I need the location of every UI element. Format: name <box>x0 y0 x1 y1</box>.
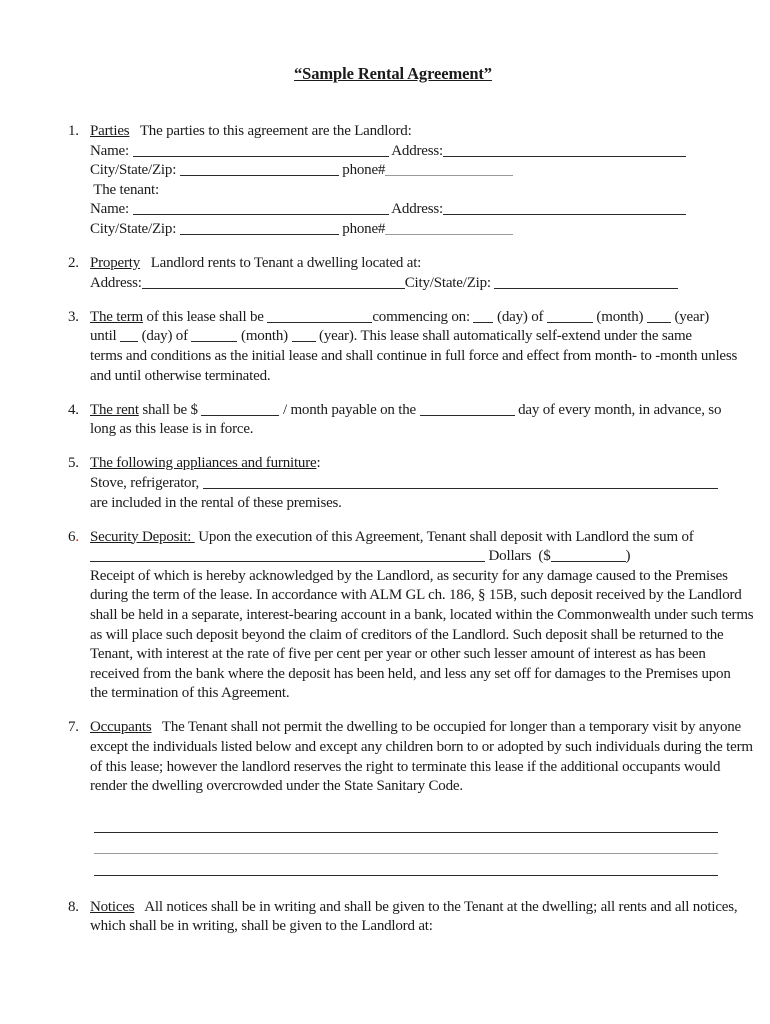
form-line <box>90 494 718 514</box>
form-line <box>90 626 724 646</box>
item-number: 1. <box>68 123 79 139</box>
blank-field[interactable] <box>120 339 138 342</box>
line-text: are included in the rental of these premises. <box>90 494 342 511</box>
form-line <box>90 347 738 367</box>
form-line <box>90 547 718 567</box>
line-text: render the dwelling overcrowded under the State Sanitary Code. <box>90 778 463 795</box>
line-text: Name: <box>90 142 133 159</box>
blank-field[interactable] <box>443 154 686 157</box>
agreement-item-appliances <box>68 454 718 513</box>
line-text: (day) of <box>138 328 192 345</box>
form-line <box>90 528 718 548</box>
blank-field[interactable] <box>180 232 339 235</box>
form-line <box>90 718 742 738</box>
item-number: 5. <box>68 455 79 472</box>
item-content <box>90 718 753 796</box>
line-text: City/State/Zip: <box>90 220 180 237</box>
item-number: 4. <box>68 401 79 418</box>
form-line <box>90 420 718 440</box>
item-number: 7. <box>68 719 79 736</box>
form-line <box>90 181 718 201</box>
blank-field[interactable] <box>142 286 405 289</box>
item-content <box>90 528 754 704</box>
form-line <box>90 274 718 294</box>
line-text: until <box>90 328 121 345</box>
line-text: The tenant: <box>90 181 159 198</box>
line-text: Address: <box>388 142 443 159</box>
line-text: : <box>316 455 321 472</box>
form-line <box>90 474 718 494</box>
line-text: Upon the execution of this Agreement, Tenant shall deposit with Landlord the sum of <box>194 528 694 545</box>
blank-field[interactable] <box>473 320 493 323</box>
form-line <box>90 586 742 606</box>
agreement-item-security-deposit <box>68 528 754 704</box>
form-line <box>90 122 718 142</box>
line-text: shall be $ <box>138 401 202 418</box>
blank-field[interactable] <box>267 320 372 323</box>
line-text: shall be held in a separate, interest-bearing account in a bank, located within the Commonwealth under such terms <box>90 606 754 623</box>
page-title: “Sample Rental Agreement” <box>294 64 492 83</box>
line-text: The Tenant shall not permit the dwelling to be occupied for longer than a temporary visit by anyone <box>151 719 742 736</box>
occupants-blank-lines <box>94 811 718 876</box>
blank-field[interactable] <box>494 286 678 289</box>
line-text: commencing on: <box>372 308 474 325</box>
line-text: day of every month, in advance, so <box>514 401 722 418</box>
form-line <box>90 308 718 328</box>
item-content <box>90 122 718 240</box>
line-text: Landlord rents to Tenant a dwelling located at: <box>140 255 422 272</box>
blank-field[interactable] <box>180 173 339 176</box>
line-text: of this lease; however the landlord reserves the right to terminate this lease if the additional occupants would <box>90 758 721 775</box>
line-text: City/State/Zip: <box>404 274 495 291</box>
blank-write-line[interactable] <box>94 811 718 833</box>
section-heading: The rent <box>90 401 139 418</box>
line-text: (day) of <box>493 308 547 325</box>
line-text: Name: <box>90 201 133 218</box>
form-line <box>90 567 728 587</box>
line-text: / month payable on the <box>279 401 420 418</box>
document-body <box>68 122 754 937</box>
section-heading: Occupants <box>90 719 152 736</box>
blank-field[interactable] <box>201 413 279 416</box>
form-line <box>90 758 721 778</box>
blank-write-line[interactable] <box>94 854 718 876</box>
form-line <box>90 200 718 220</box>
form-line <box>90 606 754 626</box>
blank-field[interactable] <box>191 339 237 342</box>
section-heading: Parties <box>90 123 130 139</box>
agreement-item-occupants <box>68 718 753 796</box>
blank-field[interactable] <box>90 559 485 562</box>
section-heading: Property <box>90 255 141 272</box>
form-line <box>90 367 718 387</box>
line-text: during the term of the lease. In accordance with ALM GL ch. 186, § 15B, such deposit received by the Landlord <box>90 587 742 604</box>
section-heading: Security Deposit: <box>90 528 195 545</box>
blank-field[interactable] <box>133 212 389 215</box>
line-text: except the individuals listed below and except any children born to or adopted by such individuals during the term <box>90 739 753 756</box>
line-text: as will place such deposit beyond the claim of creditors of the Landlord. Such deposit shall be returned to the <box>90 626 724 643</box>
line-text: Dollars ($ <box>485 548 551 565</box>
blank-field[interactable] <box>547 320 593 323</box>
agreement-item-rent <box>68 401 722 440</box>
item-number: 2. <box>68 255 79 272</box>
form-line <box>90 738 753 758</box>
form-line <box>90 142 718 162</box>
line-text: (month) <box>237 328 292 345</box>
blank-field[interactable] <box>385 173 513 176</box>
line-text: phone# <box>338 162 386 179</box>
line-text: long as this lease is in force. <box>90 421 254 438</box>
line-text: Stove, refrigerator, <box>90 474 203 491</box>
line-text: of this lease shall be <box>142 308 268 325</box>
item-content <box>90 454 718 513</box>
line-text: City/State/Zip: <box>90 162 180 179</box>
line-text: and until otherwise terminated. <box>90 367 271 384</box>
blank-field[interactable] <box>385 232 513 235</box>
agreement-item-parties <box>68 122 718 240</box>
line-text: (year). This lease shall automatically self-extend under the same <box>315 328 692 345</box>
blank-field[interactable] <box>133 154 389 157</box>
line-text: the termination of this Agreement. <box>90 685 290 702</box>
blank-field[interactable] <box>420 413 515 416</box>
form-line <box>90 454 718 474</box>
line-text: which shall be in writing, shall be given to the Landlord at: <box>90 918 433 935</box>
section-heading: Notices <box>90 898 135 915</box>
form-line <box>90 220 718 240</box>
blank-write-line[interactable] <box>94 833 718 855</box>
form-line <box>90 645 718 665</box>
item-number: 8. <box>68 898 79 915</box>
form-line <box>90 161 718 181</box>
form-line <box>90 917 718 937</box>
line-text: phone# <box>338 220 386 237</box>
line-text: (year) <box>670 308 710 325</box>
line-text: terms and conditions as the initial lease and shall continue in full force and effect from month- to -month unless <box>90 347 738 364</box>
item-content <box>90 254 718 293</box>
item-number: 6. <box>68 528 79 545</box>
line-text: (month) <box>592 308 647 325</box>
item-content <box>90 401 722 440</box>
line-text: Address: <box>90 274 142 291</box>
blank-field[interactable] <box>551 559 626 562</box>
line-text: ) <box>625 548 631 565</box>
blank-field[interactable] <box>443 212 686 215</box>
form-line <box>90 665 731 685</box>
blank-field[interactable] <box>203 486 718 489</box>
form-line <box>90 327 718 347</box>
item-number: 3. <box>68 308 79 325</box>
blank-field[interactable] <box>292 339 316 342</box>
blank-field[interactable] <box>647 320 671 323</box>
section-heading: The following appliances and furniture <box>90 455 317 472</box>
item-content <box>90 898 738 937</box>
section-heading: The term <box>90 308 143 325</box>
item-content <box>90 308 738 386</box>
form-line <box>90 777 718 797</box>
form-line <box>90 684 718 704</box>
agreement-item-term <box>68 308 738 386</box>
form-line <box>90 898 738 918</box>
form-line <box>90 254 718 274</box>
line-text: Receipt of which is hereby acknowledged by the Landlord, as security for any damage caused to the Premises <box>90 567 728 584</box>
line-text: The parties to this agreement are the Landlord: <box>129 123 412 139</box>
red-period: . <box>75 528 79 545</box>
line-text: All notices shall be in writing and shall be given to the Tenant at the dwelling; all rents and all notices, <box>134 898 738 915</box>
line-text: Address: <box>388 201 443 218</box>
line-text: Tenant, with interest at the rate of five per cent per year or other such lesser amount of interest as has been <box>90 646 706 663</box>
line-text: received from the bank where the deposit has been held, and less any set off for damages to the Premises upon <box>90 665 731 682</box>
agreement-item-property <box>68 254 718 293</box>
agreement-item-notices <box>68 898 738 937</box>
form-line <box>90 401 722 421</box>
